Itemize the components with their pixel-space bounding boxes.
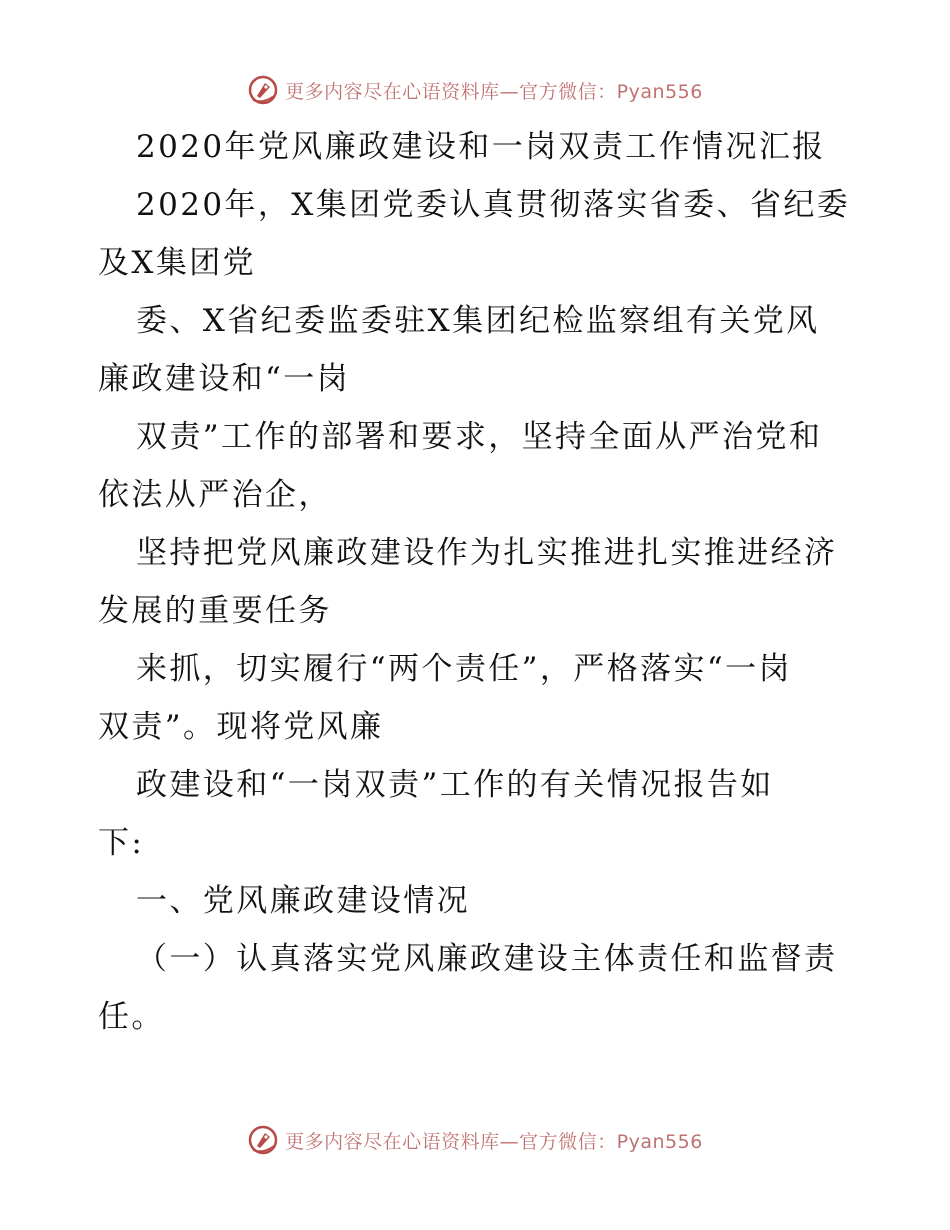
footer-banner (0, 1120, 950, 1160)
document-line: 2020年党风廉政建设和一岗双责工作情况汇报 (136, 129, 826, 165)
document-line: 下: (98, 825, 145, 861)
document-line: 一、党风廉政建设情况 (136, 883, 470, 919)
document-line: （一）认真落实党风廉政建设主体责任和监督责 (136, 941, 838, 977)
document-line: 委、X省纪委监委驻X集团纪检监察组有关党风 (136, 303, 820, 339)
document-line: 2020年，X集团党委认真贯彻落实省委、省纪委 (136, 187, 851, 223)
document-body (98, 118, 858, 1046)
header-banner-text: 更多内容尽在心语资料库—官方微信：Pyan556 (285, 80, 703, 103)
document-line: 任。 (98, 999, 165, 1035)
document-line: 廉政建设和“一岗 (98, 361, 351, 397)
document-line: 来抓，切实履行“两个责任”，严格落实“一岗 (136, 651, 792, 687)
document-line: 及X集团党 (98, 245, 257, 281)
footer-banner-text: 更多内容尽在心语资料库—官方微信：Pyan556 (285, 1130, 703, 1153)
document-line: 依法从严治企， (98, 477, 332, 513)
document-line: 坚持把党风廉政建设作为扎实推进扎实推进经济 (136, 535, 838, 571)
document-line: 发展的重要任务 (98, 593, 332, 629)
pen-nib-logo-icon (247, 1124, 279, 1156)
header-banner (0, 70, 950, 110)
document-line: 政建设和“一岗双责”工作的有关情况报告如 (136, 767, 774, 803)
pen-nib-logo-icon (247, 74, 279, 106)
document-line: 双责”工作的部署和要求，坚持全面从严治党和 (136, 419, 823, 455)
document-line: 双责”。现将党风廉 (98, 709, 384, 745)
